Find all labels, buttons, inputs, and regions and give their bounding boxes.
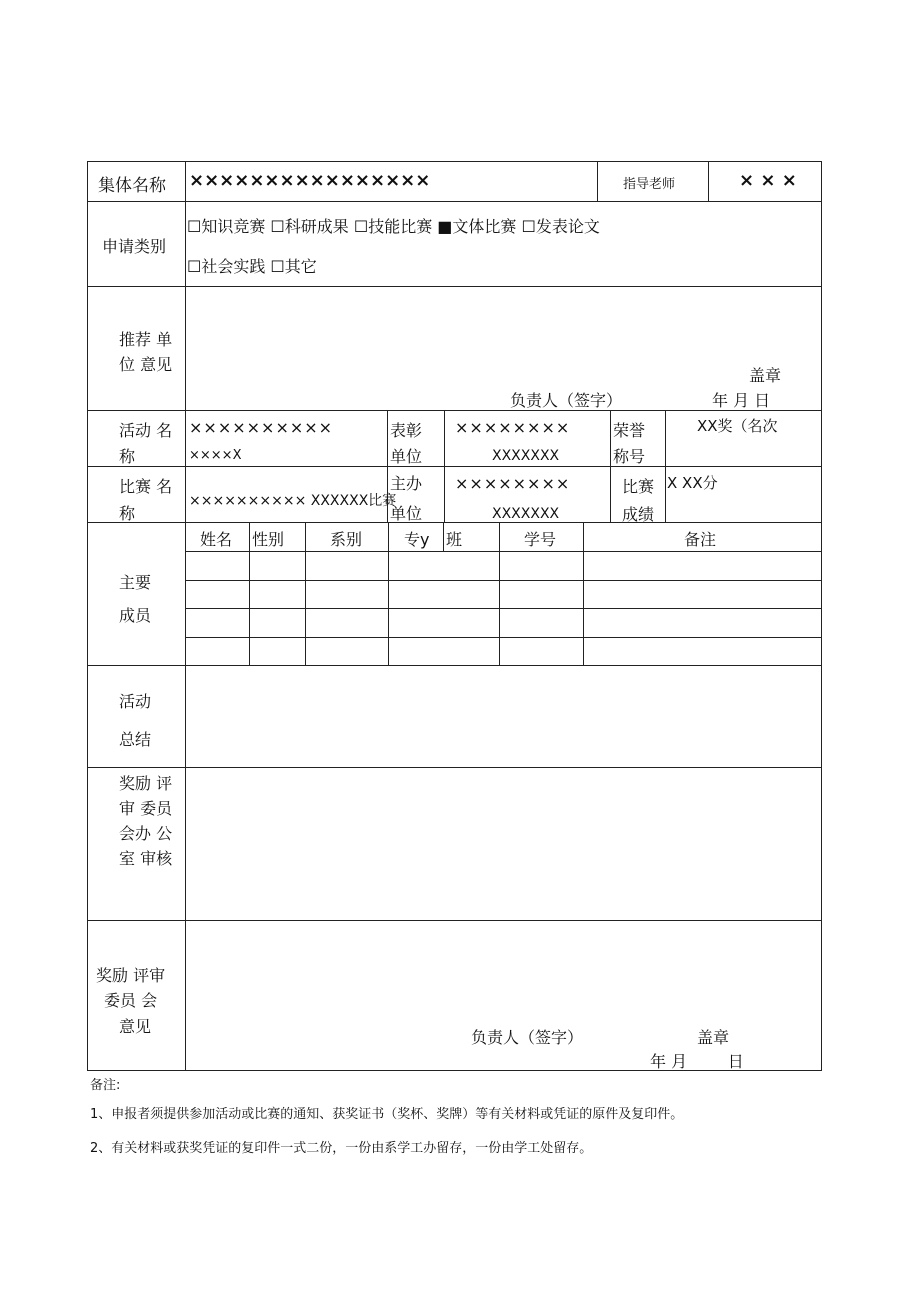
- category-options-line2[interactable]: ☐社会实践 ☐其它: [187, 257, 317, 276]
- members-header-major: 专y: [404, 530, 430, 549]
- summary-label-line2: 总结: [119, 730, 152, 749]
- row-divider: [87, 466, 822, 467]
- summary-label-line1: 活动: [119, 692, 152, 711]
- host-unit-value-line2[interactable]: XXXXXXX: [492, 506, 560, 522]
- member-col-divider: [583, 522, 584, 665]
- member-row-divider: [185, 608, 822, 609]
- members-label-line1: 主要: [119, 573, 152, 592]
- activity-name-value-line2[interactable]: ××××X: [189, 448, 242, 463]
- col-divider: [597, 161, 598, 201]
- member-col-divider: [499, 522, 500, 665]
- activity-name-value-line1[interactable]: ××××××××××: [189, 418, 334, 437]
- competition-name-label-line2: 称: [119, 504, 136, 523]
- category-options-line1[interactable]: ☐知识竞赛 ☐科研成果 ☐技能比赛 ■文体比赛 ☐发表论文: [187, 217, 600, 236]
- award-unit-label-line1: 表彰: [390, 421, 423, 440]
- col-divider: [665, 410, 666, 522]
- collective-name-value[interactable]: ××××××××××××××××: [189, 170, 431, 191]
- office-review-label-line2: 审 委员: [119, 799, 173, 818]
- notes-item-2: 2、有关材料或获奖凭证的复印件一式二份，一份由系学工办留存，一份由学工处留存。: [90, 1141, 593, 1156]
- result-label-line1: 比赛: [622, 477, 655, 496]
- row-divider: [87, 201, 822, 202]
- table-border-left: [87, 161, 88, 1071]
- row-divider: [87, 920, 822, 921]
- members-header-remarks: 备注: [684, 530, 717, 549]
- advisor-label: 指导老师: [623, 177, 676, 192]
- recommend-label-line2: 位 意见: [119, 355, 173, 374]
- members-header-class: 班: [446, 530, 463, 549]
- office-review-label-line1: 奖励 评: [119, 774, 173, 793]
- table-border-top: [87, 161, 822, 162]
- recommend-label-line1: 推荐 单: [119, 330, 173, 349]
- committee-signer[interactable]: 负责人（签字）: [471, 1028, 584, 1047]
- member-row-divider: [185, 637, 822, 638]
- competition-name-value[interactable]: ×××××××××× XXXXXX比赛: [189, 493, 397, 509]
- host-unit-label-line1: 主办: [390, 474, 423, 493]
- advisor-value[interactable]: × × ×: [739, 170, 797, 191]
- member-col-divider: [443, 522, 444, 552]
- activity-name-label-line1: 活动 名: [119, 421, 173, 440]
- notes-title: 备注:: [90, 1078, 121, 1093]
- members-header-name: 姓名: [200, 530, 233, 549]
- members-label-line2: 成员: [119, 606, 152, 625]
- row-divider: [87, 522, 822, 523]
- table-border-right: [821, 161, 822, 1071]
- member-col-divider: [249, 522, 250, 665]
- committee-stamp: 盖章: [697, 1028, 730, 1047]
- host-unit-value-line1[interactable]: ××××××××: [455, 474, 571, 493]
- award-unit-value-line2[interactable]: XXXXXXX: [492, 448, 560, 464]
- members-header-department: 系别: [330, 530, 363, 549]
- member-row-divider: [185, 580, 822, 581]
- result-value[interactable]: X XX分: [667, 474, 718, 492]
- row-divider: [87, 665, 822, 666]
- award-unit-label-line2: 单位: [390, 447, 423, 466]
- activity-name-label-line2: 称: [119, 447, 136, 466]
- category-label: 申请类别: [102, 237, 167, 256]
- col-divider: [708, 161, 709, 201]
- label-column-divider: [185, 161, 186, 1071]
- award-unit-value-line1[interactable]: ××××××××: [455, 418, 571, 437]
- competition-name-label-line1: 比赛 名: [119, 477, 173, 496]
- col-divider: [444, 410, 445, 522]
- member-row-divider: [185, 551, 822, 552]
- row-divider: [87, 767, 822, 768]
- office-review-label-line3: 会办 公: [119, 824, 173, 843]
- members-header-gender: 性别: [252, 530, 285, 549]
- collective-name-label: 集体名称: [98, 176, 166, 196]
- committee-label-line2: 委员 会: [104, 991, 158, 1010]
- member-col-divider: [388, 522, 389, 665]
- honor-value[interactable]: XX奖（名次: [697, 417, 778, 435]
- notes-item-1: 1、申报者须提供参加活动或比赛的通知、获奖证书（奖杯、奖牌）等有关材料或凭证的原件及复印件。: [90, 1107, 684, 1122]
- committee-date[interactable]: 年 月 日: [650, 1052, 744, 1071]
- recommend-signer[interactable]: 负责人（签字）: [510, 391, 623, 410]
- members-header-student-id: 学号: [524, 530, 557, 549]
- committee-label-line1: 奖励 评审: [96, 966, 166, 985]
- host-unit-label-line2: 单位: [390, 504, 423, 523]
- honor-label-line2: 称号: [613, 447, 646, 466]
- col-divider: [610, 410, 611, 522]
- row-divider: [87, 286, 822, 287]
- office-review-label-line4: 室 审核: [119, 849, 173, 868]
- result-label-line2: 成绩: [622, 505, 655, 524]
- recommend-date[interactable]: 年 月 日: [712, 391, 771, 410]
- member-col-divider: [305, 522, 306, 665]
- committee-label-line3: 意见: [119, 1017, 152, 1036]
- recommend-stamp: 盖章: [749, 366, 782, 385]
- honor-label-line1: 荣誉: [613, 421, 646, 440]
